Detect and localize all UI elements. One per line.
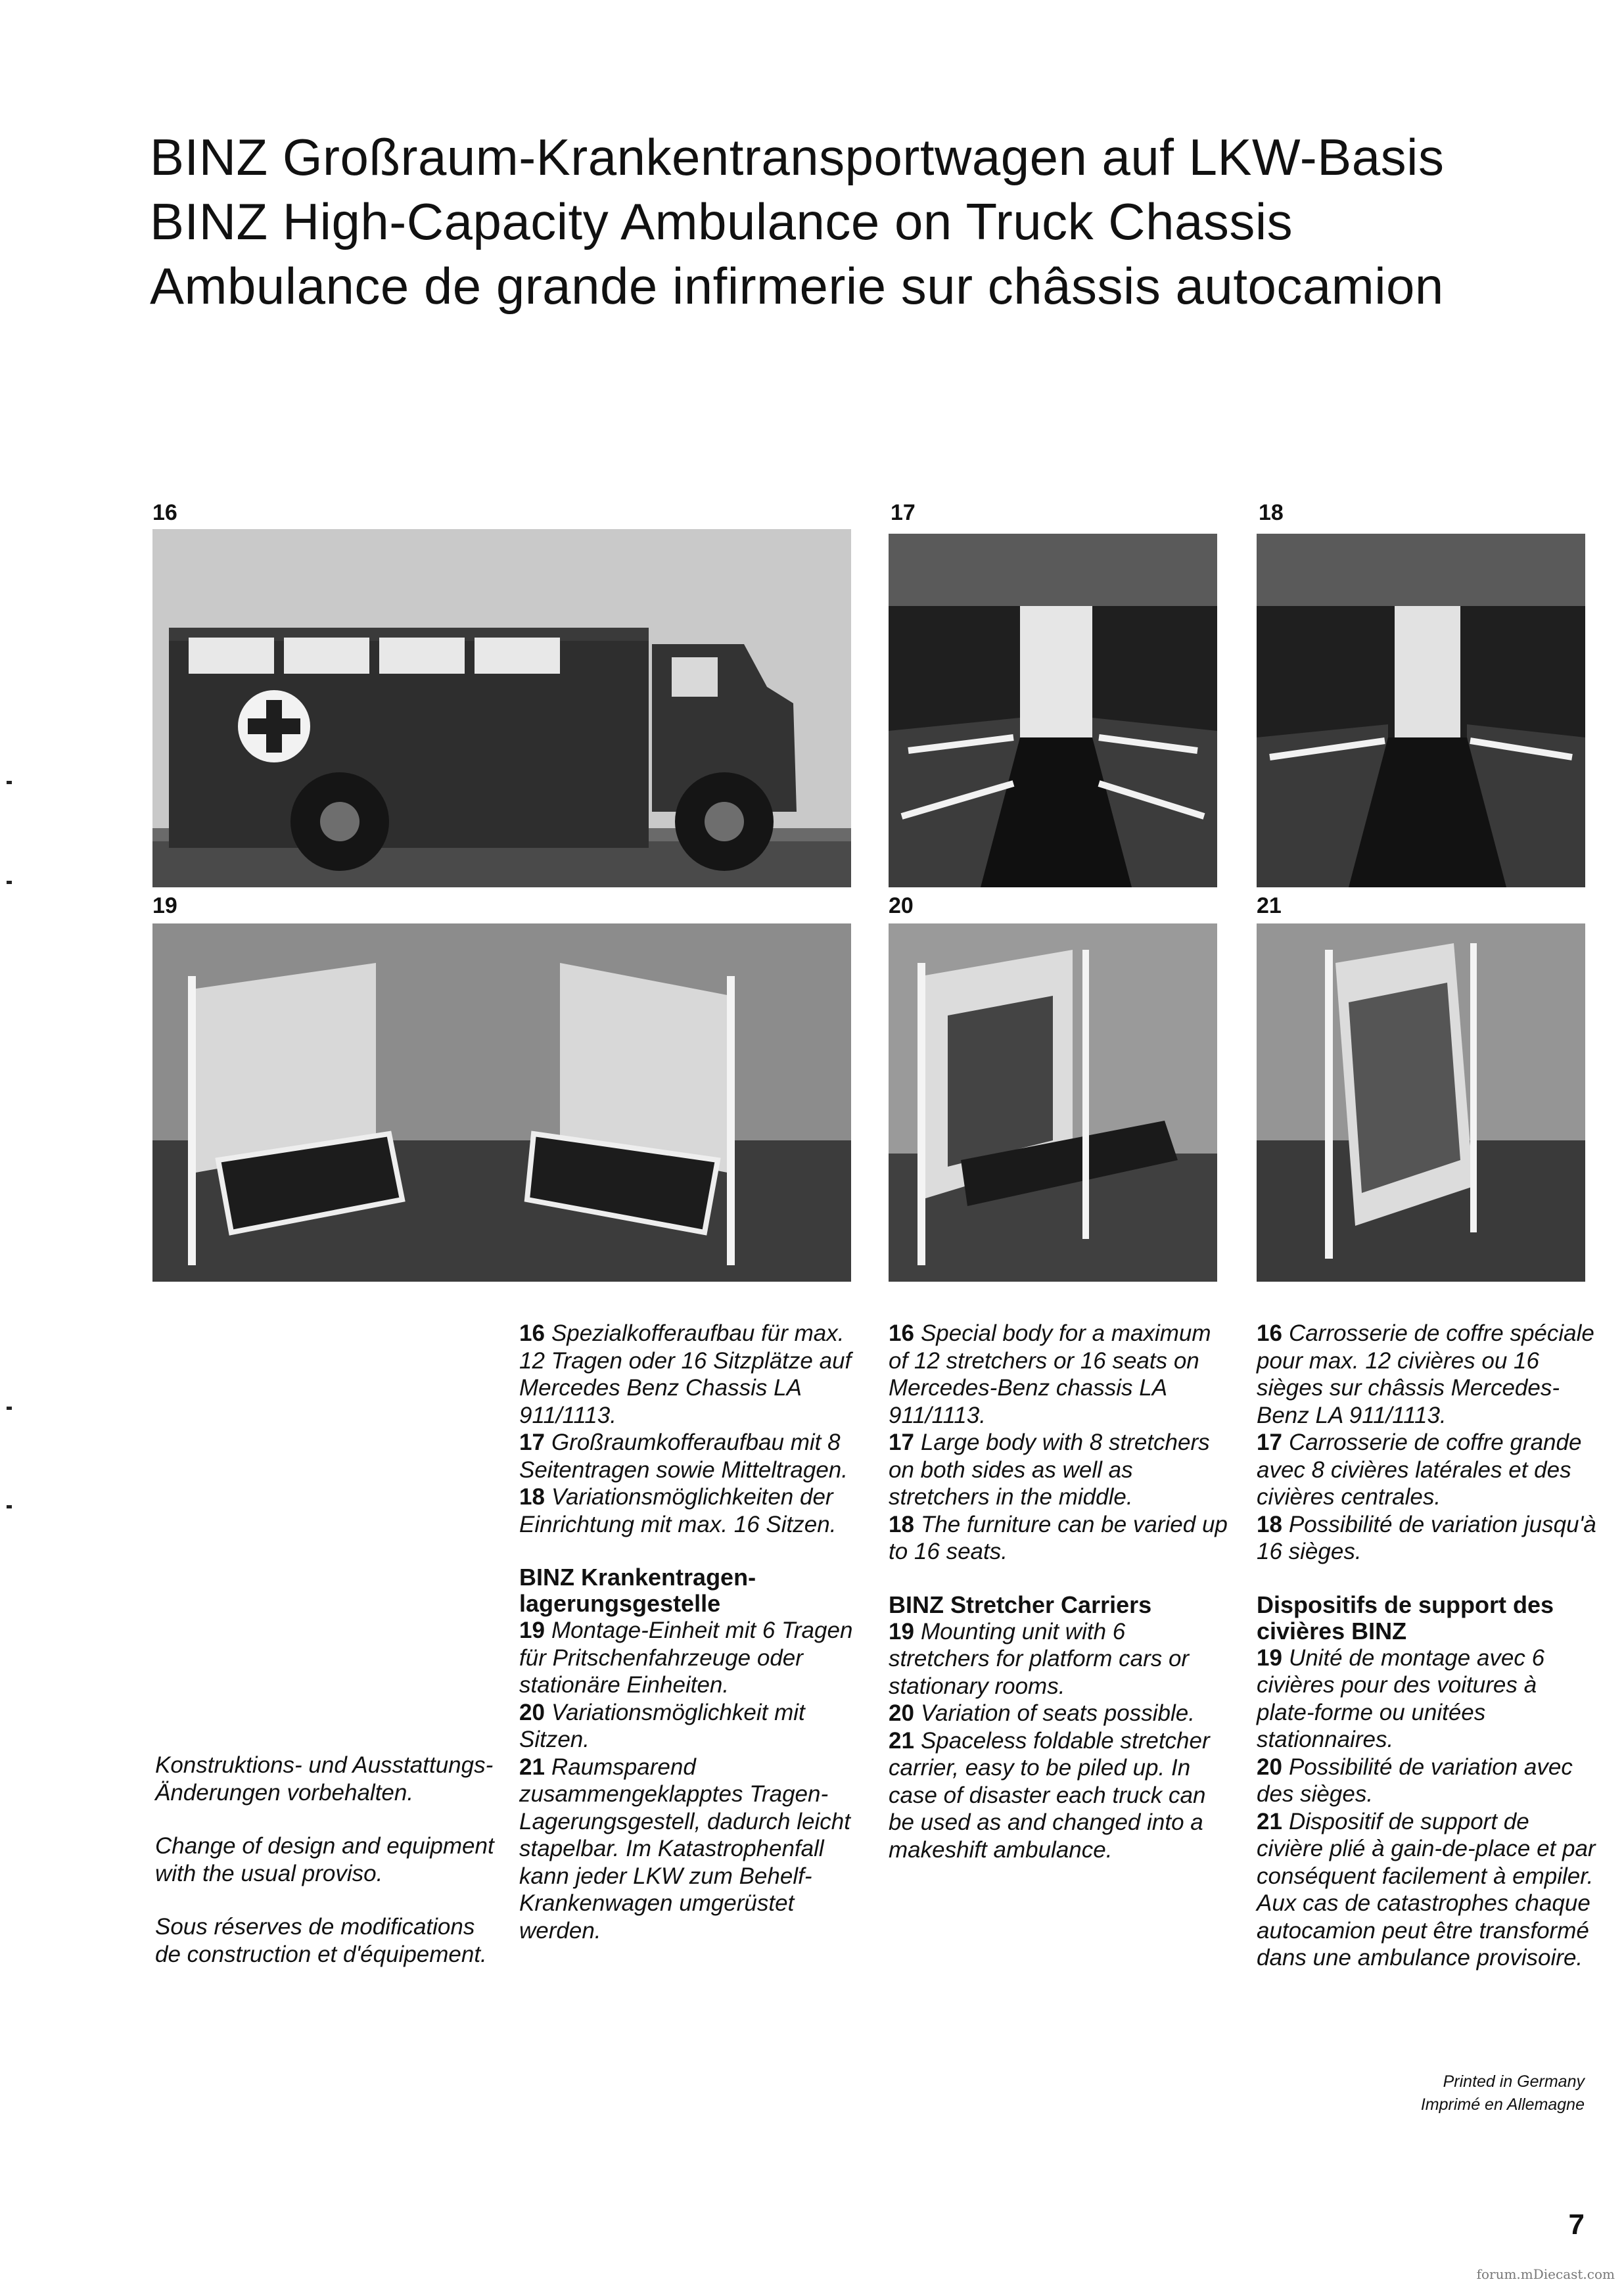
scan-mark [7,881,12,884]
caption-en-20: 20 Variation of seats possible. [889,1700,1195,1726]
heading-de: BINZ Krankentragen-lagerungsgestelle [519,1564,756,1617]
title-french: Ambulance de grande infirmerie sur châssis autocamion [150,257,1444,315]
photo-interior-stretchers [889,534,1217,887]
caption-de-20: 20 Variationsmöglichkeit mit Sitzen. [519,1699,805,1752]
printed-in-english: Printed in Germany [1443,2072,1585,2091]
caption-fr-16: 16 Carrosserie de coffre spéciale pour max. 12 civières ou 16 sièges sur châssis Mercedes-Benz LA 911/1113. [1257,1320,1594,1428]
figure-number-16: 16 [152,500,177,525]
photo-interior-seats [1257,534,1585,887]
caption-fr-18: 18 Possibilité de variation jusqu'à 16 sièges. [1257,1511,1596,1564]
printed-in-note [1421,2070,1585,2116]
caption-fr-20: 20 Possibilité de variation avec des sièges. [1257,1754,1573,1807]
caption-fr-17: 17 Carrosserie de coffre grande avec 8 civières latérales et des civières centrales. [1257,1430,1582,1510]
photo-stretcher-seat-variation [889,923,1217,1282]
scan-mark [7,781,12,784]
photo-folded-stretcher-carrier [1257,923,1585,1282]
note-german: Konstruktions- und Ausstattungs-Änderungen vorbehalten. [155,1752,494,1806]
figure-number-19: 19 [152,893,177,918]
caption-de-21: 21 Raumsparend zusammengeklapptes Tragen-Lagerungsgestell, dadurch leicht stapelbar. Im Katastrophenfall kann jeder LKW zum Behelf-Krankenwagen umgerüstet werden. [519,1754,850,1944]
french-text-column [1257,1320,1598,1972]
caption-en-19: 19 Mounting unit with 6 stretchers for platform cars or stationary rooms. [889,1618,1190,1699]
heading-en: BINZ Stretcher Carriers [889,1591,1152,1618]
figure-number-21: 21 [1257,893,1282,918]
title-german: BINZ Großraum-Krankentransportwagen auf LKW-Basis [150,128,1445,186]
note-english: Change of design and equipment with the usual proviso. [155,1833,494,1886]
figure-number-17: 17 [891,500,916,525]
caption-fr-21: 21 Dispositif de support de civière plié à gain-de-place et par conséquent facilement à empiler. Aux cas de catastrophes chaque autocamion peut être transformé dans une ambulance provisoire. [1257,1808,1596,1971]
caption-de-18: 18 Variationsmöglichkeiten der Einrichtung mit max. 16 Sitzen. [519,1484,837,1537]
figure-number-18: 18 [1259,500,1284,525]
caption-fr-19: 19 Unité de montage avec 6 civières pour des voitures à plate-forme ou unitées stationnaires. [1257,1645,1545,1752]
german-text-column [519,1320,854,1944]
heading-fr: Dispositifs de support des civières BINZ [1257,1591,1554,1645]
reservation-notes [155,1752,497,1994]
printed-in-french: Imprimé en Allemagne [1420,2095,1585,2114]
title-english: BINZ High-Capacity Ambulance on Truck Chassis [150,193,1293,250]
watermark: forum.mDiecast.com [1476,2266,1615,2282]
page-number: 7 [1568,2208,1585,2241]
caption-de-19: 19 Montage-Einheit mit 6 Tragen für Pritschenfahrzeuge oder stationäre Einheiten. [519,1618,853,1698]
caption-en-16: 16 Special body for a maximum of 12 stretchers or 16 seats on Mercedes-Benz chassis LA 911/1113. [889,1320,1211,1428]
photo-ambulance-truck [152,529,851,887]
caption-en-17: 17 Large body with 8 stretchers on both sides as well as stretchers in the middle. [889,1430,1210,1510]
scan-mark [7,1505,12,1508]
english-text-column [889,1320,1230,1863]
caption-de-17: 17 Großraumkofferaufbau mit 8 Seitentragen sowie Mitteltragen. [519,1430,848,1483]
note-french: Sous réserves de modifications de construction et d'équipement. [155,1914,487,1967]
caption-en-18: 18 The furniture can be varied up to 16 seats. [889,1511,1228,1564]
figure-number-20: 20 [889,893,914,918]
scan-mark [7,1407,12,1410]
caption-en-21: 21 Spaceless foldable stretcher carrier, easy to be piled up. In case of disaster each truck can be used as and changed into a makeshift ambulance. [889,1727,1210,1863]
caption-de-16: 16 Spezialkofferaufbau für max. 12 Tragen oder 16 Sitzplätze auf Mercedes Benz Chassis LA 911/1113. [519,1320,852,1428]
page-title [150,125,1583,318]
photo-stretcher-mounting-unit [152,923,851,1282]
